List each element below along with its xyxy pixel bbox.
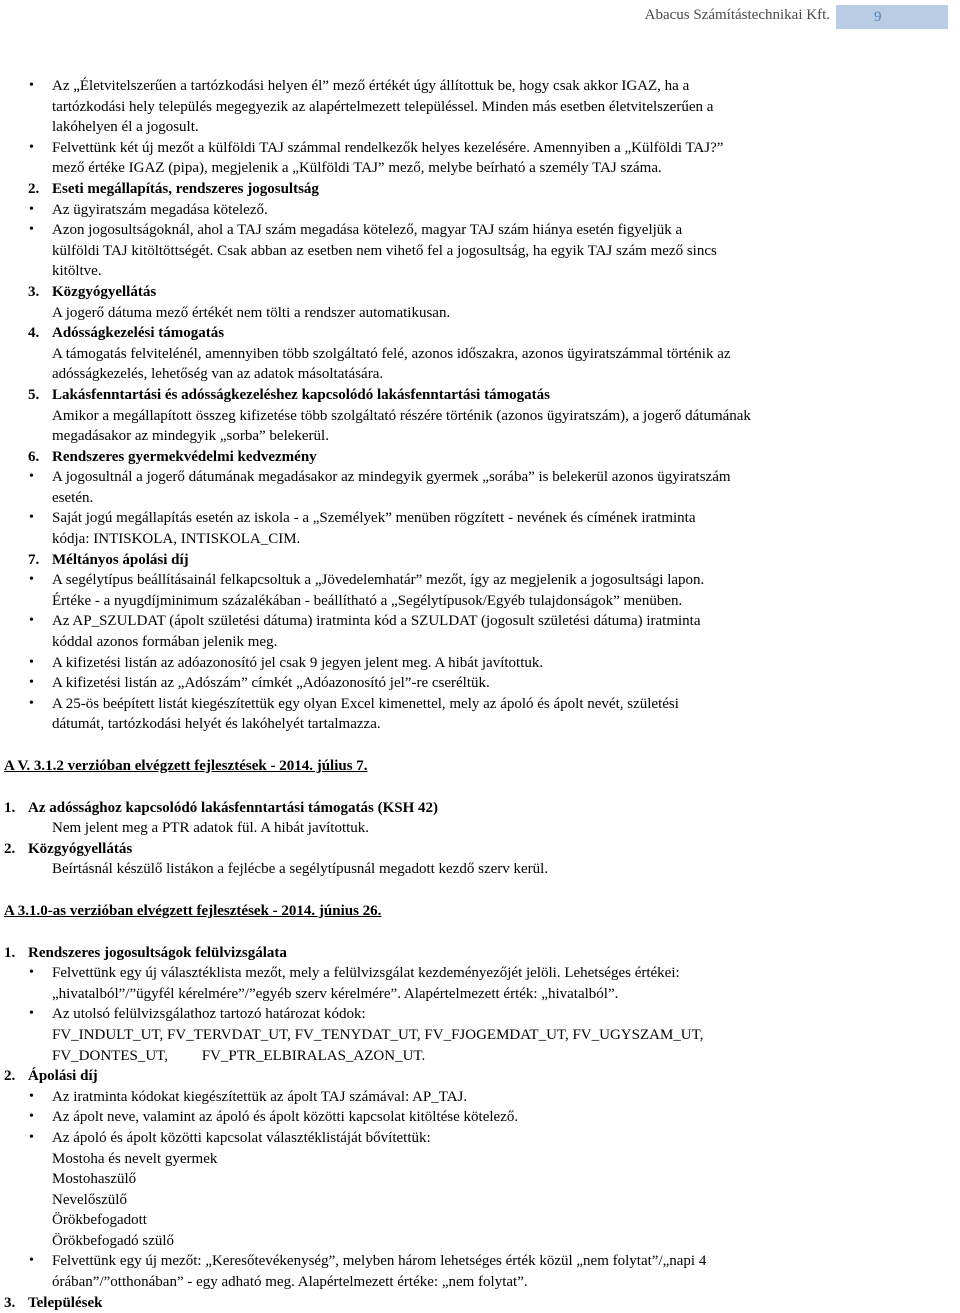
bullet-item: • A 25-ös beépített listát kiegészítettük egy olyan Excel kimenettel, mely az ápoló és ápolt nevét, születési dátumát, tartózkodási helyét és lakóhelyét tartalmazza.: [29, 695, 679, 733]
bullet-item: • Felvettünk egy új mezőt: „Keresőtevékenység”, melyben három lehetséges érték közül „nem folytat”/„napi 4 órában”/”otthonában” - egy adható meg. Alapértelmezett értéke: „nem folytat”.: [29, 1253, 707, 1291]
paragraph: A jogerő dátuma mező értékét nem tölti a rendszer automatikusan.: [52, 304, 451, 321]
bullet-item: • Azon jogosultságoknál, ahol a TAJ szám megadása kötelező, magyar TAJ szám hiánya esetén figyeljük a külföldi TAJ kitöltöttségét. Csak abban az esetben nem vihető fel a jogosultság, ha egyik TAJ szám mező sincs kitöltve.: [29, 222, 717, 280]
section-heading: 5. Lakásfenntartási és adósságkezeléshez kapcsolódó lakásfenntartási támogatás: [28, 386, 550, 403]
bullet-icon: •: [29, 1109, 34, 1125]
document-body: [4, 76, 859, 1313]
bullet-item: • Az ügyiratszám megadása kötelező.: [28, 200, 859, 221]
paragraph: Nem jelent meg a PTR adatok fül. A hibát javítottuk.: [52, 820, 370, 837]
bullet-item: • Az utolsó felülvizsgálathoz tartozó határozat kódok: FV_INDULT_UT, FV_TERVDAT_UT, FV_TENYDAT_UT, FV_FJOGEMDAT_UT, FV_UGYSZAM_UT, FV_DONTES_UT, FV_PTR_ELBIRALAS_AZON_UT.: [29, 1006, 704, 1064]
paragraph: A támogatás felvitelénél, amennyiben több szolgáltató felé, azonos időszakra, azonos ügyiratszámmal történik az adósságkezelés, lehetőség van az adatok másoltatására.: [52, 345, 731, 383]
section-heading: 7. Méltányos ápolási díj: [28, 551, 189, 568]
page-number: 9: [836, 5, 948, 29]
bullet-item: • Az ápolt neve, valamint az ápoló és ápolt közötti kapcsolat kitöltése kötelező.: [28, 1107, 859, 1128]
page-header: [0, 5, 960, 27]
bullet-item: • Saját jogú megállapítás esetén az iskola - a „Személyek” menüben rögzített - nevének és címének iratminta kódja: INTISKOLA, INTISKOLA_CIM.: [29, 510, 696, 548]
bullet-item: • A kifizetési listán az „Adószám” címkét „Adóazonosító jel”-re cseréltük.: [28, 673, 859, 694]
paragraph: Beírtásnál készülő listákon a fejlécbe a segélytípusnál megadott kezdő szerv kerül.: [52, 861, 549, 878]
section-heading: 2. Ápolási díj: [4, 1068, 98, 1085]
bullet-icon: •: [29, 965, 34, 981]
section-heading: 2. Közgyógyellátás: [4, 840, 133, 857]
bullet-icon: •: [29, 654, 34, 670]
company-name: Abacus Számítástechnikai Kft.: [644, 7, 830, 23]
bullet-icon: •: [29, 1129, 34, 1145]
paragraph: Amikor a megállapított összeg kifizetése több szolgáltató részére történik (azonos ügyiratszám), a jogerő dátumának megadásakor az mindegyik „sorba” belekerül.: [52, 407, 751, 445]
bullet-item: • Felvettünk egy új választéklista mezőt, mely a felülvizsgálat kezdeményezőjét jelöli. Lehetséges értékei: „hivatalból”/”ügyfél kérelmére”/”egyéb szerv kérelmére”. Alapértelmezett érték: „hivatalból”.: [29, 965, 680, 1002]
version-title: A V. 3.1.2 verzióban elvégzett fejlesztések - 2014. július 7.: [4, 758, 368, 774]
bullet-icon: •: [29, 675, 34, 691]
version-title: A 3.1.0-as verzióban elvégzett fejlesztések - 2014. június 26.: [4, 902, 382, 919]
section-heading: 3. Települések: [4, 1294, 103, 1311]
bullet-icon: •: [29, 1006, 34, 1022]
bullet-icon: •: [29, 510, 34, 526]
section-heading: 1. Az adóssághoz kapcsolódó lakásfenntartási támogatás (KSH 42): [4, 799, 439, 816]
bullet-icon: •: [29, 201, 34, 217]
bullet-icon: •: [29, 139, 34, 155]
bullet-item: • Az AP_SZULDAT (ápolt születési dátuma) iratminta kód a SZULDAT (jogosult születési dátuma) iratminta kóddal azonos formában jelenik meg.: [29, 613, 701, 651]
bullet-icon: •: [29, 469, 34, 485]
bullet-icon: •: [29, 572, 34, 588]
bullet-icon: •: [29, 78, 34, 93]
bullet-icon: •: [29, 613, 34, 629]
bullet-item: • Az „Életvitelszerűen a tartózkodási helyen él” mező értékét úgy állítottuk be, hogy csak akkor IGAZ, ha a tartózkodási hely település megegyezik az alapértelmezett településsel. Minden más esetben életvitelszerűen a lakóhelyen él a jogosult.: [29, 78, 714, 136]
bullet-item: • A segélytípus beállításainál felkapcsoltuk a „Jövedelemhatár” mezőt, így az megjelenik a jogosultsági lapon. Értéke - a nyugdíjminimum százalékában - beállítható a „Segélytípusok/Egyéb tulajdonságok” menüben.: [29, 572, 705, 609]
bullet-item: • Az iratminta kódokat kiegészítettük az ápolt TAJ számával: AP_TAJ.: [28, 1087, 859, 1108]
bullet-item: • A kifizetési listán az adóazonosító jel csak 9 jegyen jelent meg. A hibát javítottuk.: [28, 653, 859, 674]
section-heading: 3. Közgyógyellátás: [28, 283, 157, 300]
section-heading: 2. Eseti megállapítás, rendszeres jogosultság: [28, 180, 319, 197]
bullet-icon: •: [29, 695, 34, 711]
section-heading: 1. Rendszeres jogosultságok felülvizsgálata: [4, 944, 287, 961]
bullet-item: • A jogosultnál a jogerő dátumának megadásakor az mindegyik gyermek „sorába” is belekerül azonos ügyiratszám esetén.: [29, 469, 731, 506]
bullet-item: • Felvettünk két új mezőt a külföldi TAJ számmal rendelkezők helyes kezelésére. Amennyiben a „Külföldi TAJ?” mező értéke IGAZ (pipa), megjelenik a „Külföldi TAJ” mező, melybe beírható a személy TAJ száma.: [29, 139, 724, 177]
bullet-icon: •: [29, 1253, 34, 1269]
bullet-item: • Az ápoló és ápolt közötti kapcsolat választéklistáját bővítettük: Mostoha és nevelt gyermek Mostohaszülő Nevelőszülő Örökbefogadott Örökbefogadó szülő: [29, 1129, 431, 1249]
section-heading: 4. Adósságkezelési támogatás: [28, 325, 225, 342]
bullet-icon: •: [29, 1088, 34, 1104]
bullet-icon: •: [29, 222, 34, 238]
section-heading: 6. Rendszeres gyermekvédelmi kedvezmény: [28, 448, 317, 465]
